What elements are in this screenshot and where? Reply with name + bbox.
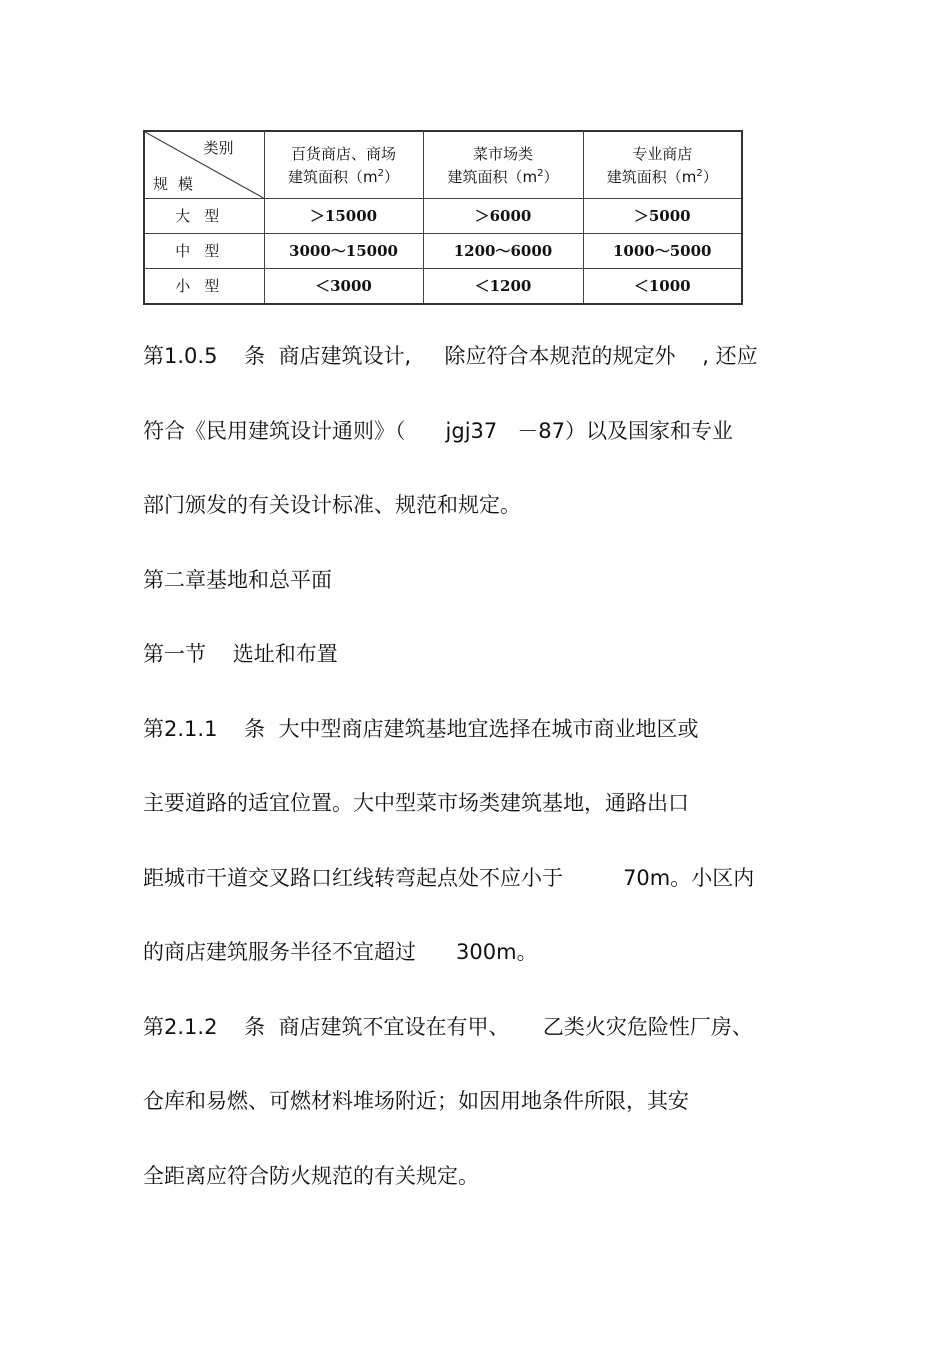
table-cell: ＞15000 bbox=[264, 199, 423, 234]
row-label: 中型 bbox=[144, 234, 264, 269]
paragraph-line: 主要道路的适宜位置。大中型菜市场类建筑基地，通路出口 bbox=[143, 791, 689, 815]
paragraph-line: 全距离应符合防火规范的有关规定。 bbox=[143, 1164, 479, 1188]
table-row bbox=[144, 234, 742, 269]
header-title: 专业商店 bbox=[632, 144, 693, 163]
header-category-label: 类别 bbox=[203, 139, 234, 157]
row-label: 大型 bbox=[144, 199, 264, 234]
diagonal-header-cell bbox=[144, 131, 264, 199]
paragraph-line: 第1.0.5 条 商店建筑设计, 除应符合本规范的规定外 , 还应 bbox=[143, 344, 758, 368]
header-title: 百货商店、商场 bbox=[290, 144, 396, 163]
row-label: 小型 bbox=[144, 269, 264, 305]
paragraph-line: 的商店建筑服务半径不宜超过 300m。 bbox=[143, 940, 538, 964]
header-cell-specialty-store bbox=[583, 131, 742, 199]
chapter-heading: 第二章基地和总平面 bbox=[143, 568, 332, 592]
scale-table bbox=[143, 130, 743, 305]
header-unit: 建筑面积$(m^2)$ bbox=[606, 167, 718, 186]
table-cell: ＞5000 bbox=[583, 199, 742, 234]
table-cell: 3000～15000 bbox=[264, 234, 423, 269]
paragraph-line: 距城市干道交叉路口红线转弯起点处不应小于 70m。小区内 bbox=[143, 866, 755, 890]
table-cell: 1000～5000 bbox=[583, 234, 742, 269]
building-scale-table bbox=[143, 130, 741, 303]
paragraph-line: 部门颁发的有关设计标准、规范和规定。 bbox=[143, 493, 521, 517]
table-cell: ＞6000 bbox=[423, 199, 583, 234]
table-row bbox=[144, 199, 742, 234]
table-header-row bbox=[144, 131, 742, 199]
table-cell: ＜1000 bbox=[583, 269, 742, 305]
header-unit: 建筑面积$(m^2)$ bbox=[287, 167, 399, 186]
section-heading: 第一节 选址和布置 bbox=[143, 642, 338, 666]
table-cell: ＜3000 bbox=[264, 269, 423, 305]
header-cell-department-store bbox=[264, 131, 423, 199]
header-scale-label: 规模 bbox=[153, 175, 204, 193]
header-title: 菜市场类 bbox=[472, 144, 533, 163]
table-cell: ＜1200 bbox=[423, 269, 583, 305]
header-cell-vegetable-market bbox=[423, 131, 583, 199]
paragraph-line: 符合《民用建筑设计通则》（ jgj37 －87）以及国家和专业 bbox=[143, 419, 734, 443]
paragraph-line: 第2.1.2 条 商店建筑不宜设在有甲、 乙类火灾危险性厂房、 bbox=[143, 1015, 753, 1039]
table-cell: 1200～6000 bbox=[423, 234, 583, 269]
paragraph-line: 第2.1.1 条 大中型商店建筑基地宜选择在城市商业地区或 bbox=[143, 717, 699, 741]
header-unit: 建筑面积$(m^2)$ bbox=[447, 167, 559, 186]
table-row bbox=[144, 269, 742, 305]
paragraph-line: 仓库和易燃、可燃材料堆场附近；如因用地条件所限，其安 bbox=[143, 1089, 689, 1113]
